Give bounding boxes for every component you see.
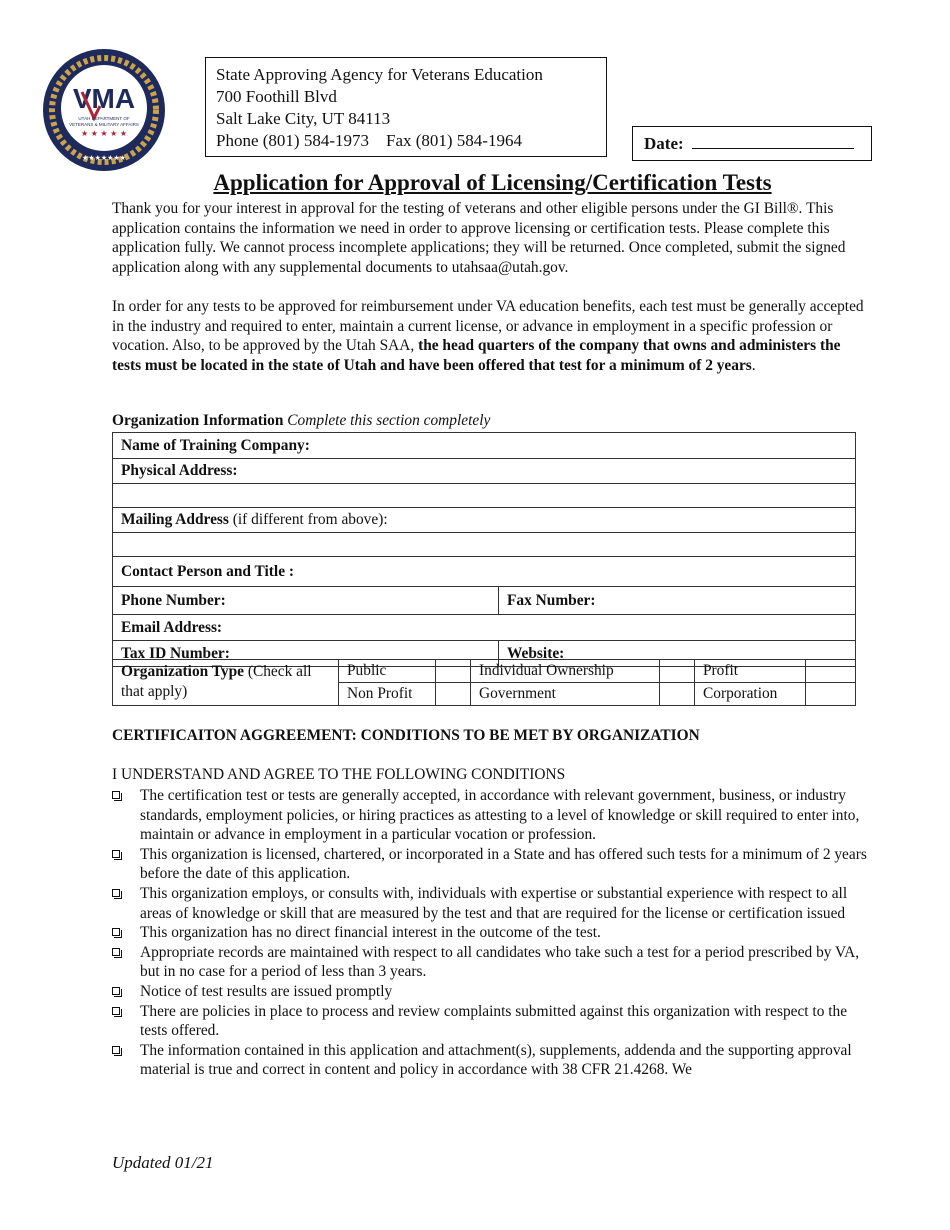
phone-number-field[interactable]: Phone Number: <box>113 587 499 615</box>
condition-item[interactable]: There are policies in place to process and review complaints submitted against this organization with respect to the tests offered. <box>112 1002 872 1041</box>
mailing-address-line2[interactable] <box>113 533 856 557</box>
tax-id-field[interactable]: Tax ID Number: <box>113 641 499 667</box>
type-individual-label: Individual Ownership <box>471 660 660 683</box>
condition-item[interactable]: This organization employs, or consults with, individuals with expertise or substantial experience with respect to all areas of knowledge or skill that are measured by the test and that are required for the license or certification issued <box>112 884 872 923</box>
type-profit-label: Profit <box>695 660 806 683</box>
type-public-checkbox[interactable] <box>436 660 471 683</box>
condition-item[interactable]: This organization is licensed, chartered, or incorporated in a State and has offered such tests for a minimum of 2 years before the date of this application. <box>112 845 872 884</box>
fax-number-field[interactable]: Fax Number: <box>499 587 856 615</box>
type-public-label: Public <box>339 660 436 683</box>
svg-text:VMA: VMA <box>72 83 136 114</box>
checkbox-icon[interactable] <box>112 987 120 995</box>
date-label: Date: <box>644 134 684 153</box>
agency-name: State Approving Agency for Veterans Education <box>216 65 543 84</box>
training-company-field[interactable]: Name of Training Company: <box>113 433 856 459</box>
type-government-checkbox[interactable] <box>660 683 695 706</box>
physical-address-line2[interactable] <box>113 484 856 508</box>
mailing-address-field[interactable] <box>113 508 856 533</box>
condition-item[interactable]: The information contained in this application and attachment(s), supplements, addenda and the supporting approval material is true and correct in content and policy in accordance with 38 CFR 21.4268. We <box>112 1041 872 1080</box>
org-info-table <box>112 432 856 667</box>
org-type-table <box>112 659 856 706</box>
condition-item[interactable]: Appropriate records are maintained with respect to all candidates who take such a test for a period prescribed by VA, but in no case for a period of less than 3 years. <box>112 943 872 982</box>
conditions-list <box>112 786 872 1080</box>
mailing-label: Mailing Address <box>121 511 229 528</box>
checkbox-icon[interactable] <box>112 1046 120 1054</box>
svg-text:UTAH DEPARTMENT OF: UTAH DEPARTMENT OF <box>78 116 130 121</box>
intro-paragraph: Thank you for your interest in approval for the testing of veterans and other eligible persons under the GI Bill®. This application contains the information we need in order to approve licensing or certification tests. Please complete this application fully. We cannot process incomplete applications; they will be returned. Once completed, submit the signed application along with any supplemental documents to utahsaa@utah.gov. <box>112 200 846 276</box>
org-heading-title: Organization Information <box>112 412 284 429</box>
checkbox-icon[interactable] <box>112 928 120 936</box>
type-individual-checkbox[interactable] <box>660 660 695 683</box>
date-input-line[interactable] <box>692 134 854 149</box>
checkbox-icon[interactable] <box>112 1007 120 1015</box>
physical-address-field[interactable]: Physical Address: <box>113 459 856 484</box>
agency-phone-fax: Phone (801) 584-1973 Fax (801) 584-1964 <box>216 131 522 150</box>
requirements-end: . <box>751 356 756 374</box>
type-corporation-label: Corporation <box>695 683 806 706</box>
page-title: Application for Approval of Licensing/Certification Tests <box>213 170 772 195</box>
agency-street: 700 Foothill Blvd <box>216 87 337 106</box>
type-corporation-checkbox[interactable] <box>806 683 856 706</box>
agency-address-box <box>205 57 607 157</box>
condition-item[interactable]: Notice of test results are issued promptly <box>112 982 872 1002</box>
requirements-bold: the head quarters of the company that owns and administers the tests must be located in the state of Utah and have been offered that test for a minimum of 2 years <box>112 337 841 374</box>
contact-person-field[interactable]: Contact Person and Title : <box>113 557 856 587</box>
updated-footer: Updated 01/21 <box>112 1153 214 1172</box>
mailing-note: (if different from above): <box>228 511 388 528</box>
checkbox-icon[interactable] <box>112 791 120 799</box>
org-type-title: Organization Type <box>121 663 244 680</box>
type-profit-checkbox[interactable] <box>806 660 856 683</box>
org-type-note: (Check all that apply) <box>121 663 312 700</box>
org-type-label <box>113 660 339 706</box>
date-field[interactable] <box>632 126 872 161</box>
condition-item[interactable]: The certification test or tests are generally accepted, in accordance with relevant government, business, or industry standards, employment policies, or hiring practices as attesting to a level of knowledge or skill required to enter into, maintain or advance in employment in a particular vocation or profession. <box>112 786 872 845</box>
checkbox-icon[interactable] <box>112 889 120 897</box>
org-heading-subtitle: Complete this section completely <box>287 412 491 429</box>
email-address-field[interactable]: Email Address: <box>113 615 856 641</box>
org-section-heading <box>112 412 490 430</box>
svg-text:VETERANS & MILITARY AFFAIRS: VETERANS & MILITARY AFFAIRS <box>69 122 139 127</box>
certification-heading: CERTIFICAITON AGGREEMENT: CONDITIONS TO BE MET BY ORGANIZATION <box>112 727 700 744</box>
condition-item[interactable]: This organization has no direct financial interest in the outcome of the test. <box>112 923 872 943</box>
website-field[interactable]: Website: <box>499 641 856 667</box>
type-nonprofit-label: Non Profit <box>339 683 436 706</box>
agency-city: Salt Lake City, UT 84113 <box>216 109 391 128</box>
type-government-label: Government <box>471 683 660 706</box>
requirements-text: In order for any tests to be approved for reimbursement under VA education benefits, each test must be generally accepted in the industry and required to enter, maintain a current license, or advance in employment in a specific profession or vocation. Also, to be approved by the Utah SAA, <box>112 298 864 355</box>
checkbox-icon[interactable] <box>112 850 120 858</box>
vma-seal-logo <box>42 48 166 172</box>
svg-text:★★★★★★★: ★★★★★★★ <box>82 154 126 162</box>
requirements-paragraph <box>112 297 872 375</box>
svg-text:★ ★ ★ ★ ★: ★ ★ ★ ★ ★ <box>80 129 128 138</box>
type-nonprofit-checkbox[interactable] <box>436 683 471 706</box>
conditions-intro: I UNDERSTAND AND AGREE TO THE FOLLOWING CONDITIONS <box>112 766 566 783</box>
checkbox-icon[interactable] <box>112 948 120 956</box>
